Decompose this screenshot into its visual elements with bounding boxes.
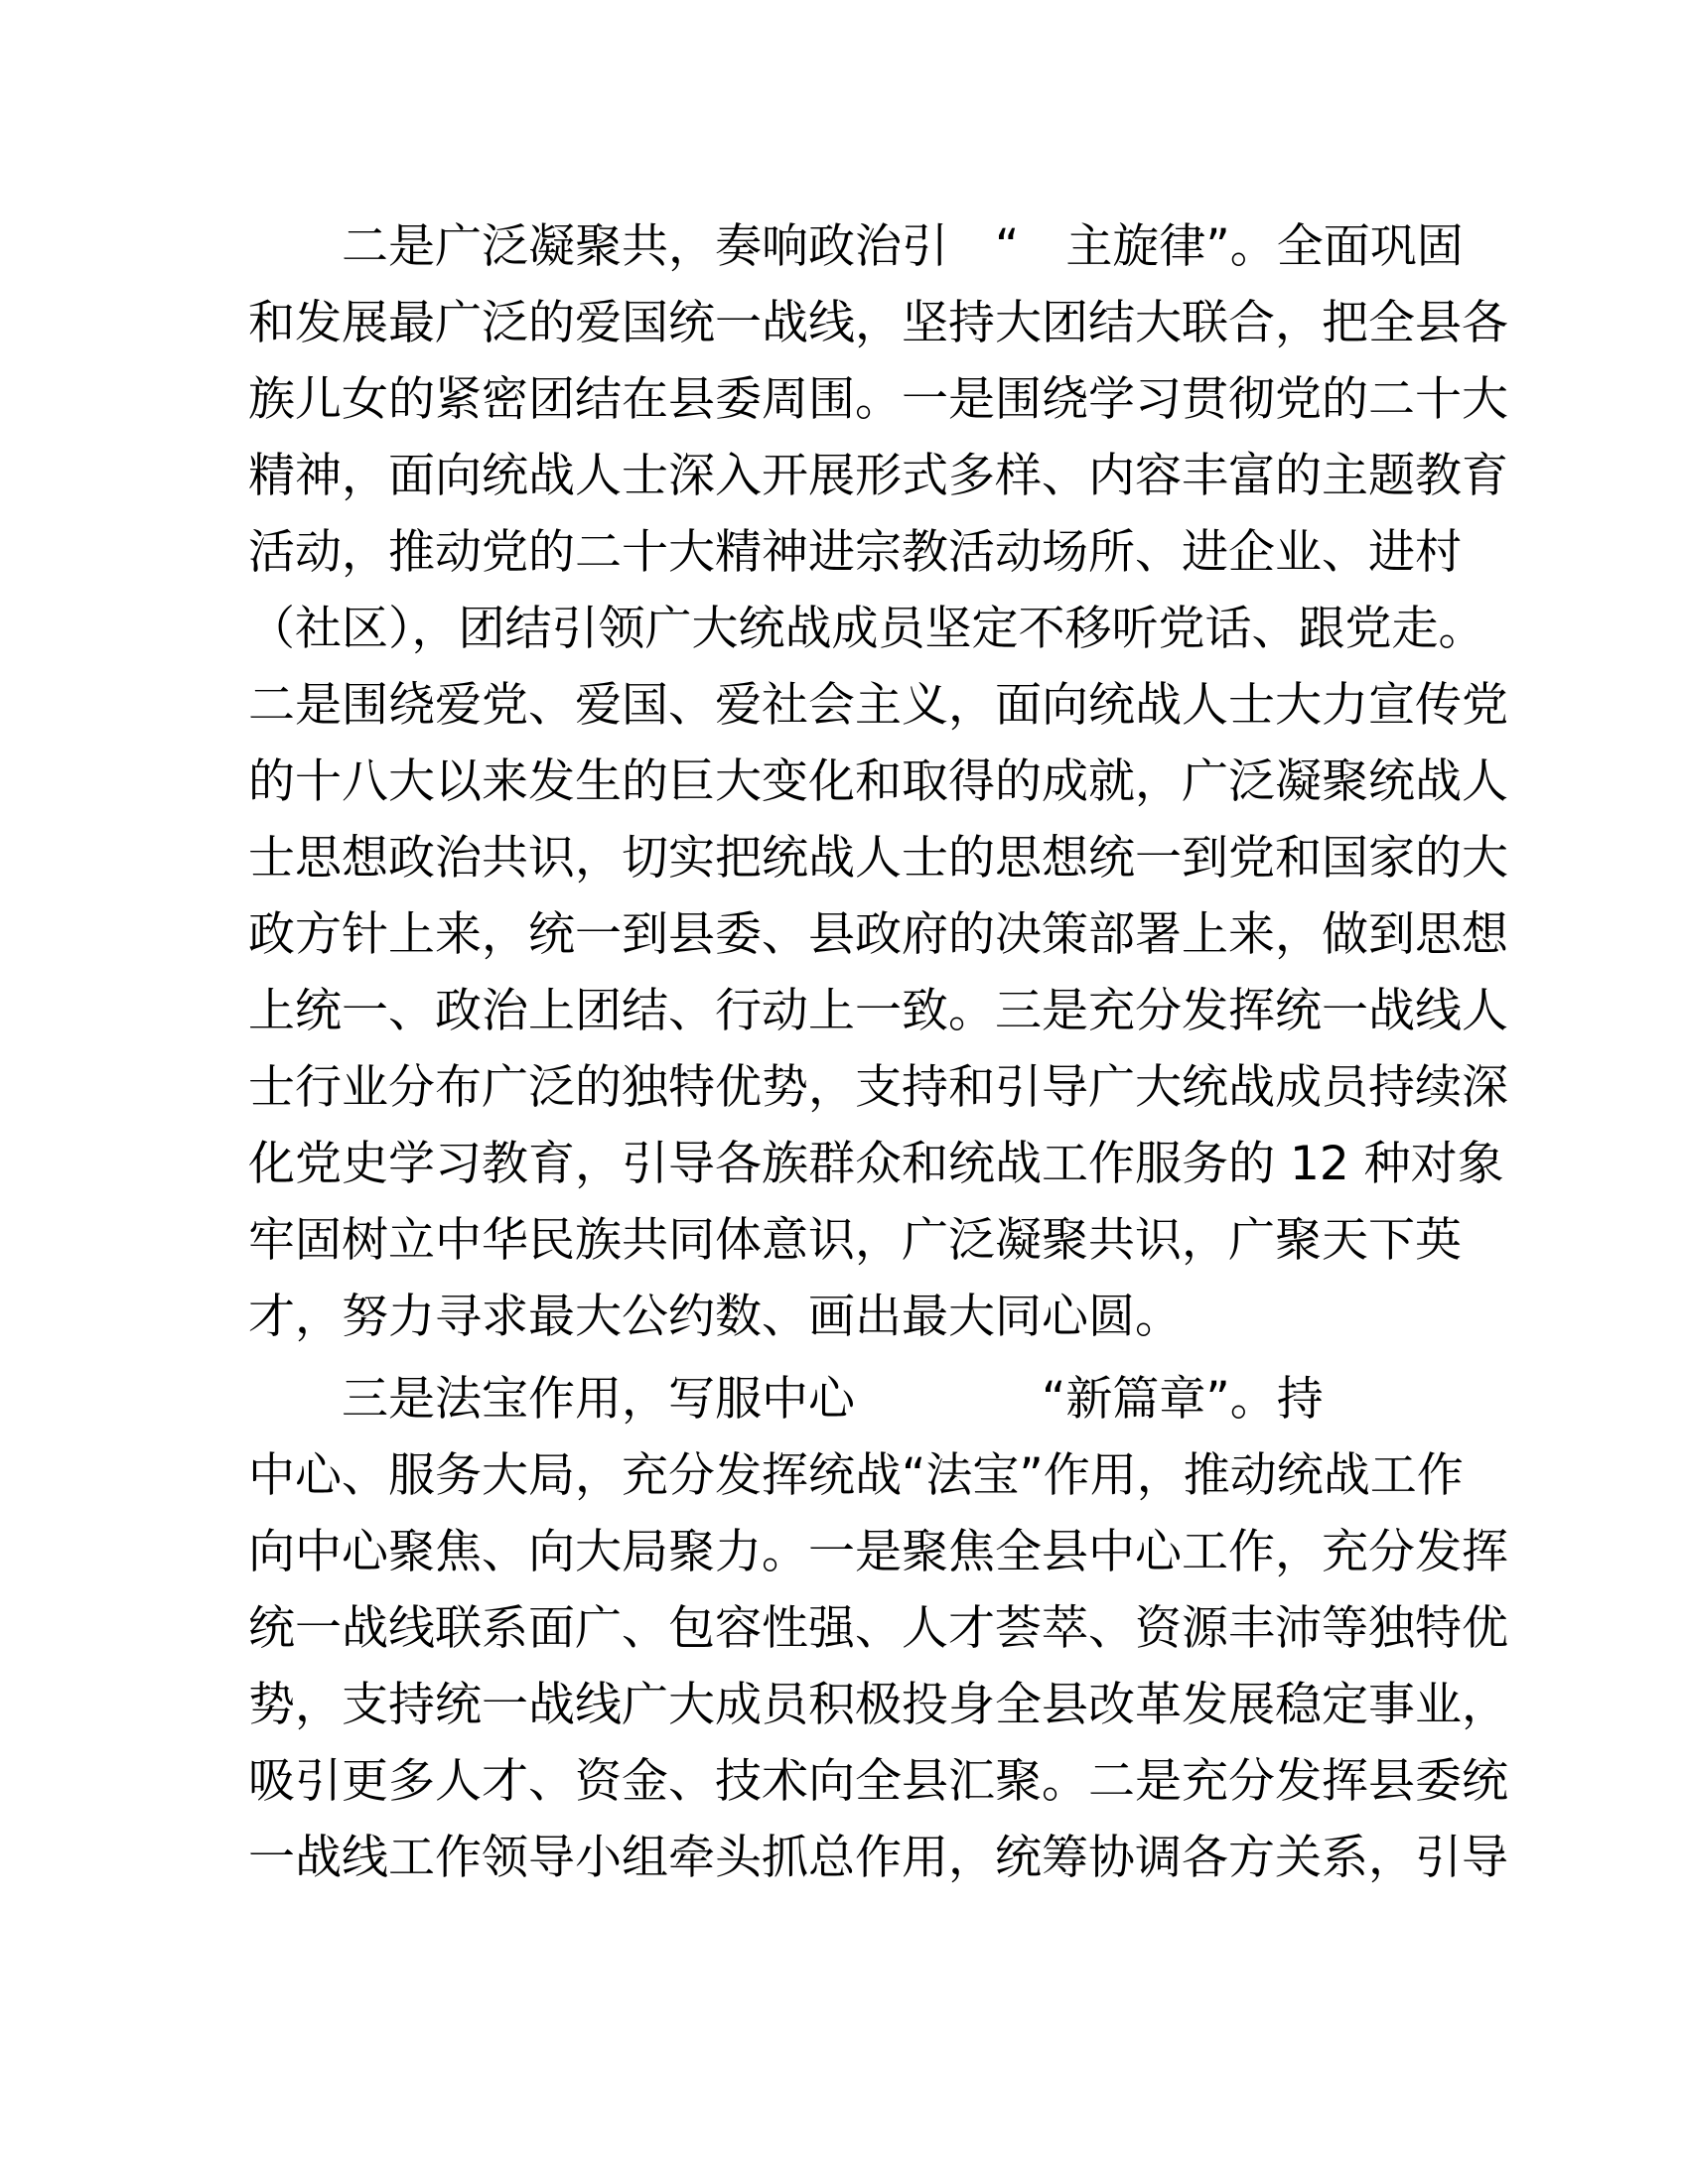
paragraph-2-heading-line: 二是广泛凝聚共，奏响政治引 “ 主旋律”。全面巩固 xyxy=(248,219,1464,274)
text-line: 政方针上来，统一到县委、县政府的决策部署上来，做到思想 xyxy=(248,907,1508,962)
text-line: 士行业分布广泛的独特优势，支持和引导广大统战成员持续深 xyxy=(248,1060,1508,1115)
text-line: 精神，面向统战人士深入开展形式多样、内容丰富的主题教育 xyxy=(248,449,1508,503)
text-line: 化党史学习教育，引导各族群众和统战工作服务的 12 种对象 xyxy=(248,1137,1504,1191)
text-line: 二是围绕爱党、爱国、爱社会主义，面向统战人士大力宣传党 xyxy=(248,678,1508,733)
text-line: 族儿女的紧密团结在县委周围。一是围绕学习贯彻党的二十大 xyxy=(248,372,1508,427)
text-line: 吸引更多人才、资金、技术向全县汇聚。二是充分发挥县委统 xyxy=(248,1754,1508,1809)
text-line: （社区），团结引领广大统战成员坚定不移听党话、跟党走。 xyxy=(248,602,1485,656)
text-line: 活动，推动党的二十大精神进宗教活动场所、进企业、进村 xyxy=(248,525,1462,580)
text-line: 才，努力寻求最大公约数、画出最大同心圆。 xyxy=(248,1290,1182,1344)
text-line: 势，支持统一战线广大成员积极投身全县改革发展稳定事业， xyxy=(248,1678,1508,1732)
paragraph-3-heading-line: 三是法宝作用，写服中心 “新篇章”。持 xyxy=(248,1372,1324,1427)
text-line: 的十八大以来发生的巨大变化和取得的成就，广泛凝聚统战人 xyxy=(248,754,1508,809)
text-line: 统一战线联系面广、包容性强、人才荟萃、资源丰沛等独特优 xyxy=(248,1601,1508,1656)
text-line: 上统一、政治上团结、行动上一致。三是充分发挥统一战线人 xyxy=(248,984,1508,1038)
text-line: 士思想政治共识，切实把统战人士的思想统一到党和国家的大 xyxy=(248,831,1508,886)
text-line: 和发展最广泛的爱国统一战线，坚持大团结大联合，把全县各 xyxy=(248,296,1508,350)
text-line: 牢固树立中华民族共同体意识，广泛凝聚共识，广聚天下英 xyxy=(248,1213,1462,1268)
text-line: 向中心聚焦、向大局聚力。一是聚焦全县中心工作，充分发挥 xyxy=(248,1525,1508,1579)
text-line: 一战线工作领导小组牵头抓总作用，统筹协调各方关系，引导 xyxy=(248,1831,1508,1885)
text-line: 中心、服务大局，充分发挥统战“法宝”作用，推动统战工作 xyxy=(248,1448,1464,1503)
